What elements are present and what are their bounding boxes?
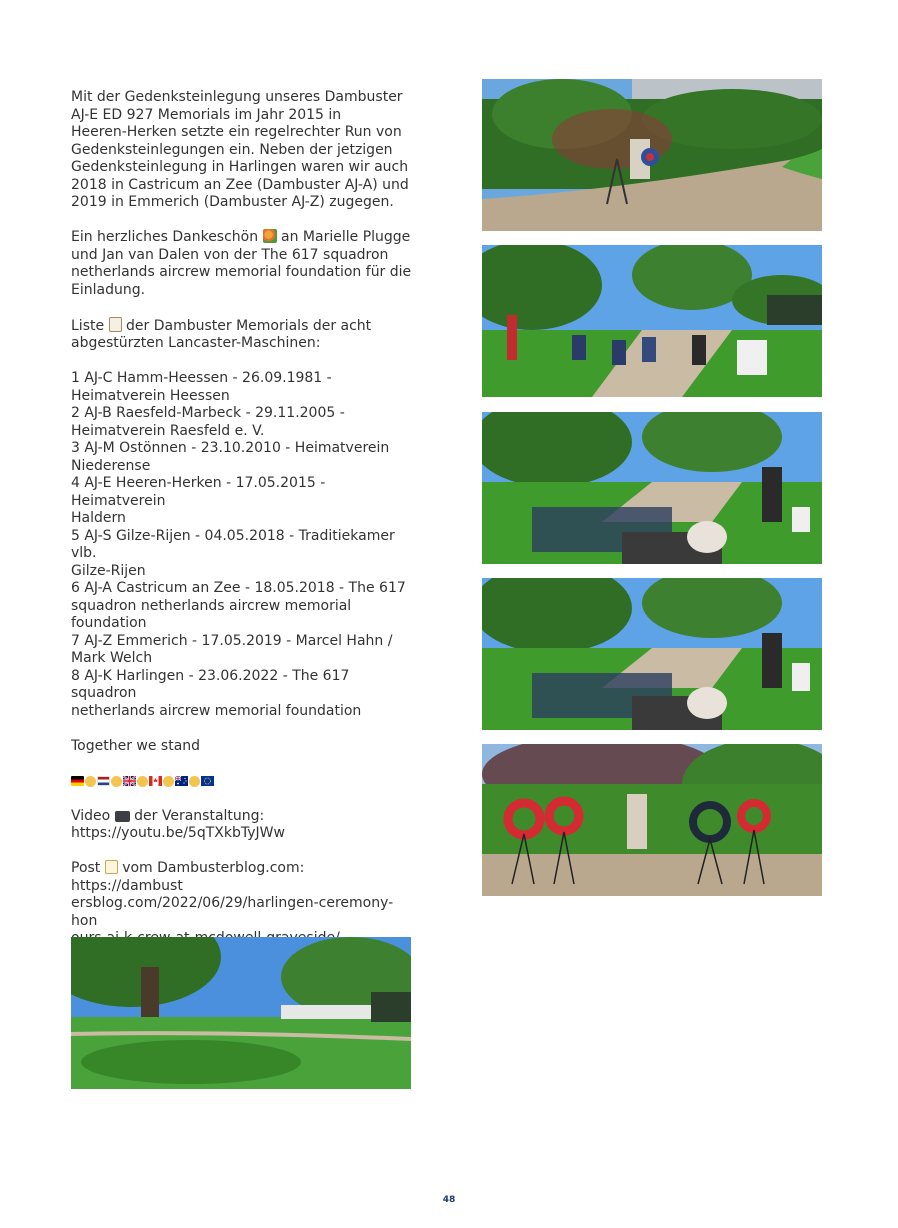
eu-flag — [201, 776, 214, 786]
memorials-list — [71, 370, 417, 720]
post-text: Post — [71, 860, 105, 876]
memorial-line: Mark Welch — [71, 650, 153, 666]
video-paragraph — [71, 808, 417, 843]
memorial-line: 4 AJ-E Heeren-Herken - 17.05.2015 - Heimatverein — [71, 475, 326, 509]
memorial-line: 2 AJ-B Raesfeld-Marbeck - 29.11.2005 - — [71, 405, 345, 421]
intro-line: 2019 in Emmerich (Dambuster AJ-Z) zugegen. — [71, 194, 394, 210]
memorial-line: foundation — [71, 615, 147, 631]
uk-flag — [123, 776, 136, 786]
memorial-line: Haldern — [71, 510, 126, 526]
post-link[interactable]: ersblog.com/2022/06/29/harlingen-ceremony-hon — [71, 895, 394, 929]
photo-wreaths — [482, 744, 822, 896]
list-intro-text: der Dambuster Memorials der acht — [126, 317, 372, 334]
photo-ceremony-audience — [482, 245, 822, 397]
memorial-line: 8 AJ-K Harlingen - 23.06.2022 - The 617 squadron — [71, 667, 350, 701]
memorial-line: 5 AJ-S Gilze-Rijen - 04.05.2018 - Traditiekamer vlb. — [71, 527, 395, 561]
memorial-line: 6 AJ-A Castricum an Zee - 18.05.2018 - The 617 — [71, 580, 406, 596]
thanks-line: und Jan van Dalen von der The 617 squadron — [71, 246, 389, 263]
post-paragraph — [71, 860, 417, 948]
photo-ceremony-crowd-2 — [482, 578, 822, 730]
list-intro-line: abgestürzten Lancaster-Maschinen: — [71, 335, 321, 351]
thanks-line: netherlands aircrew memorial foundation für die — [71, 264, 412, 280]
intro-line: AJ-E ED 927 Memorials im Jahr 2015 in — [71, 106, 342, 123]
memorial-line: Heimatverein Raesfeld e. V. — [71, 422, 265, 439]
video-text: der Veranstaltung: — [134, 807, 265, 824]
memo-icon — [105, 860, 118, 874]
post-link[interactable]: vom Dambusterblog.com: https://dambust — [71, 860, 305, 894]
flags-row — [71, 773, 417, 791]
memorial-line: squadron netherlands aircrew memorial — [71, 597, 352, 614]
thanks-text: Ein herzliches Dankeschön — [71, 229, 259, 245]
video-text: Video — [71, 807, 115, 824]
intro-line: 2018 in Castricum an Zee (Dambuster AJ-A) und — [71, 176, 409, 193]
clipboard-icon — [109, 317, 122, 332]
page-number: 48 — [442, 1195, 456, 1205]
list-intro-paragraph — [71, 317, 417, 353]
memorial-line: 1 AJ-C Hamm-Heessen - 26.09.1981 - — [71, 370, 332, 386]
clap-icon — [189, 776, 200, 787]
netherlands-flag — [97, 776, 110, 786]
photo-cemetery-garden — [71, 937, 411, 1089]
intro-line: Heeren-Herken setzte ein regelrechter Run von — [71, 124, 402, 140]
intro-line: Gedenksteinlegungen ein. Neben der jetzigen — [71, 141, 393, 158]
intro-line: Mit der Gedenksteinlegung unseres Dambuster — [71, 89, 403, 105]
photo-ceremony-crowd — [482, 412, 822, 564]
canada-flag — [149, 776, 162, 786]
together-text: Together we stand — [71, 737, 201, 754]
memorial-line: 7 AJ-Z Emmerich - 17.05.2019 - Marcel Hahn / — [71, 632, 393, 649]
text-column — [71, 89, 417, 1035]
memorial-line: netherlands aircrew memorial foundation — [71, 702, 362, 719]
video-link[interactable]: https://youtu.be/5qTXkbTyJWw — [71, 825, 285, 841]
movie-camera-icon — [115, 811, 130, 822]
intro-paragraph — [71, 89, 417, 212]
thanks-line: Einladung. — [71, 281, 146, 298]
bouquet-icon — [263, 229, 277, 243]
photo-memorial-garden — [482, 79, 822, 231]
memorial-line: Heimatverein Heessen — [71, 387, 230, 404]
thanks-text: an Marielle Plugge — [281, 229, 411, 245]
clap-icon — [85, 776, 96, 787]
list-intro-text: Liste — [71, 317, 109, 334]
germany-flag — [71, 776, 84, 786]
memorial-line: Gilze-Rijen — [71, 562, 146, 579]
thanks-paragraph — [71, 229, 417, 299]
clap-icon — [111, 776, 122, 787]
clap-icon — [137, 776, 148, 787]
intro-line: Gedenksteinlegung in Harlingen waren wir auch — [71, 159, 409, 175]
memorial-line: Niederense — [71, 457, 151, 474]
clap-icon — [163, 776, 174, 787]
australia-flag — [175, 776, 188, 786]
memorial-line: 3 AJ-M Ostönnen - 23.10.2010 - Heimatverein — [71, 440, 390, 456]
